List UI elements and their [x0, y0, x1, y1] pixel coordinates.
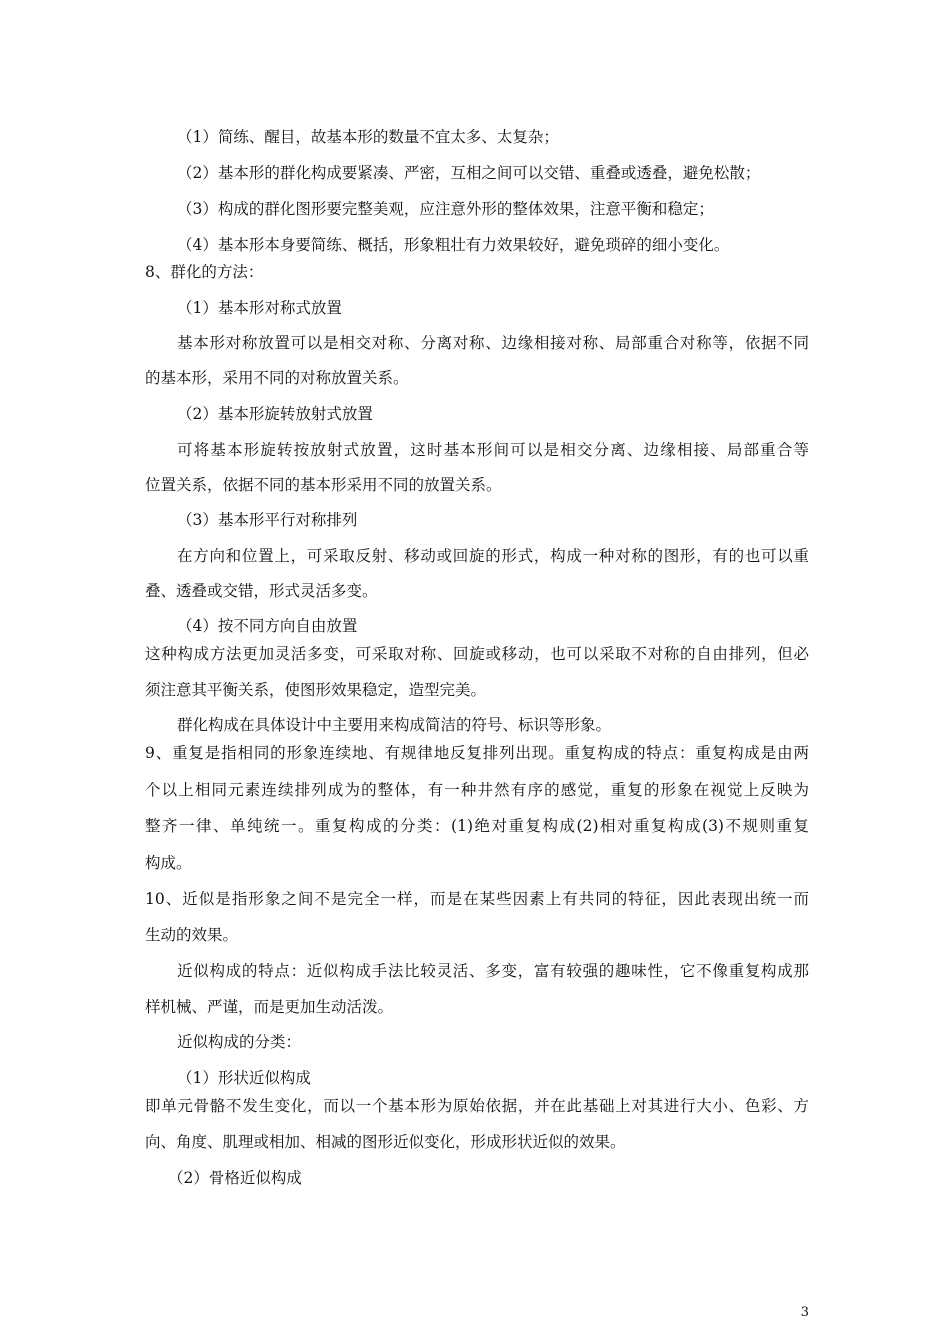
text-line: 10、近似是指形象之间不是完全一样，而是在某些因素上有共同的特征，因此表现出统一而 — [145, 890, 809, 908]
text-line: 即单元骨骼不发生变化，而以一个基本形为原始依据，并在此基础上对其进行大小、色彩、方 — [145, 1097, 809, 1115]
text-line: 基本形对称放置可以是相交对称、分离对称、边缘相接对称、局部重合对称等，依据不同 — [177, 334, 809, 352]
text-line: 个以上相同元素连续排列成为的整体，有一种井然有序的感觉，重复的形象在视觉上反映为 — [145, 781, 809, 799]
text-line: 位置关系，依据不同的基本形采用不同的放置关系。 — [145, 476, 502, 494]
text-line: 的基本形，采用不同的对称放置关系。 — [145, 369, 409, 387]
text-line: 整齐一律、单纯统一。重复构成的分类：(1)绝对重复构成(2)相对重复构成(3)不规则重复 — [145, 817, 809, 835]
text-line: （1）形状近似构成 — [177, 1069, 311, 1087]
text-line: 9、重复是指相同的形象连续地、有规律地反复排列出现。重复构成的特点：重复构成是由两 — [145, 744, 809, 762]
text-line: 生动的效果。 — [145, 926, 239, 944]
text-line: 近似构成的分类： — [177, 1033, 302, 1051]
text-line: 须注意其平衡关系，使图形效果稳定，造型完美。 — [145, 681, 487, 699]
text-line: 在方向和位置上，可采取反射、移动或回旋的形式，构成一种对称的图形，有的也可以重 — [177, 547, 809, 565]
text-line: （2）骨格近似构成 — [168, 1169, 302, 1187]
text-line: （3）构成的群化图形要完整美观，应注意外形的整体效果，注意平衡和稳定； — [177, 200, 714, 218]
text-line: 叠、透叠或交错，形式灵活多变。 — [145, 582, 378, 600]
page-number: 3 — [800, 1305, 809, 1320]
text-line: （2）基本形的群化构成要紧凑、严密，互相之间可以交错、重叠或透叠，避免松散； — [177, 164, 761, 182]
text-line: 向、角度、肌理或相加、相减的图形近似变化，形成形状近似的效果。 — [145, 1133, 626, 1151]
text-line: （3）基本形平行对称排列 — [177, 511, 358, 529]
text-line: 这种构成方法更加灵活多变，可采取对称、回旋或移动，也可以采取不对称的自由排列，但必 — [145, 645, 809, 663]
text-line: 可将基本形旋转按放射式放置，这时基本形间可以是相交分离、边缘相接、局部重合等 — [177, 441, 809, 459]
text-line: 样机械、严谨，而是更加生动活泼。 — [145, 998, 394, 1016]
text-line: （1）简练、醒目，故基本形的数量不宜太多、太复杂； — [177, 128, 559, 146]
text-line: 近似构成的特点：近似构成手法比较灵活、多变，富有较强的趣味性，它不像重复构成那 — [177, 962, 809, 980]
text-line: （2）基本形旋转放射式放置 — [177, 405, 373, 423]
text-line: （1）基本形对称式放置 — [177, 299, 342, 317]
text-line: （4）基本形本身要简练、概括，形象粗壮有力效果较好，避免琐碎的细小变化。 — [177, 236, 730, 254]
section-heading: 8、群化的方法： — [145, 263, 264, 281]
text-line: （4）按不同方向自由放置 — [177, 617, 358, 635]
text-line: 构成。 — [145, 854, 192, 872]
text-line: 群化构成在具体设计中主要用来构成简洁的符号、标识等形象。 — [177, 716, 612, 734]
